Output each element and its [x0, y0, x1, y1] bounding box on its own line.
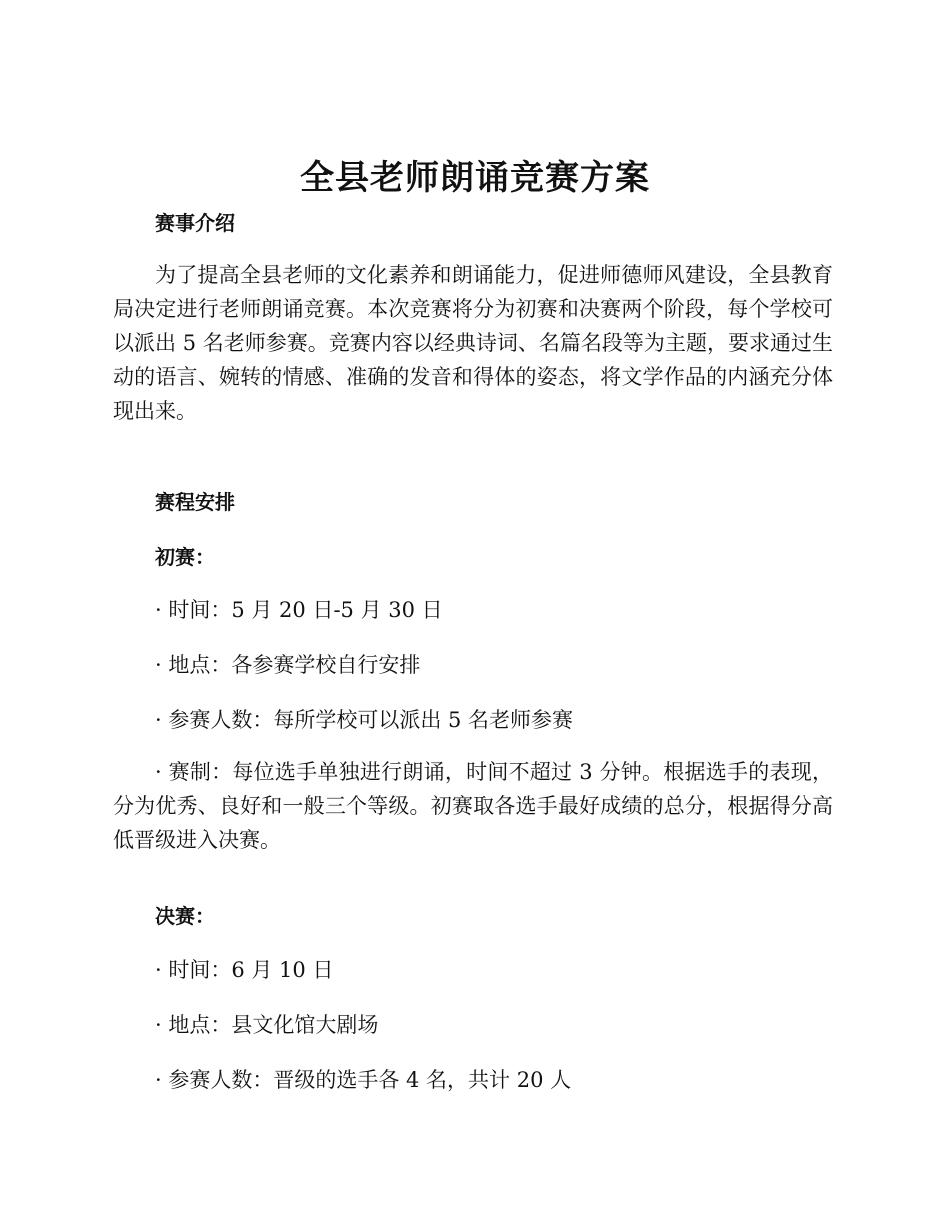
- section-heading-schedule: 赛程安排: [155, 490, 235, 514]
- preliminary-participants: · 参赛人数：每所学校可以派出 5 名老师参赛: [155, 708, 574, 732]
- section-heading-intro: 赛事介绍: [155, 211, 235, 235]
- document-title: 全县老师朗诵竞赛方案: [300, 158, 650, 198]
- final-participants: · 参赛人数：晋级的选手各 4 名，共计 20 人: [155, 1068, 572, 1092]
- intro-paragraph: 为了提高全县老师的文化素养和朗诵能力，促进师德师风建设，全县教育局决定进行老师朗诵竞赛。本次竞赛将分为初赛和决赛两个阶段，每个学校可以派出 5 名老师参赛。竞赛内容以经典诗词、名篇名段等为主题，要求通过生动的语言、婉转的情感、准确的发音和得体的姿态，将文学作品的内涵充分体现出来。: [113, 263, 833, 423]
- preliminary-time: · 时间：5 月 20 日-5 月 30 日: [155, 598, 443, 622]
- preliminary-label: 初赛：: [155, 545, 215, 569]
- final-place: · 地点：县文化馆大剧场: [155, 1013, 379, 1037]
- preliminary-format: · 赛制：每位选手单独进行朗诵，时间不超过 3 分钟。根据选手的表现，分为优秀、良好和一般三个等级。初赛取各选手最好成绩的总分，根据得分高低晋级进入决赛。: [113, 760, 833, 852]
- final-time: · 时间：6 月 10 日: [155, 958, 334, 982]
- preliminary-place: · 地点：各参赛学校自行安排: [155, 653, 421, 677]
- final-label: 决赛：: [155, 904, 215, 928]
